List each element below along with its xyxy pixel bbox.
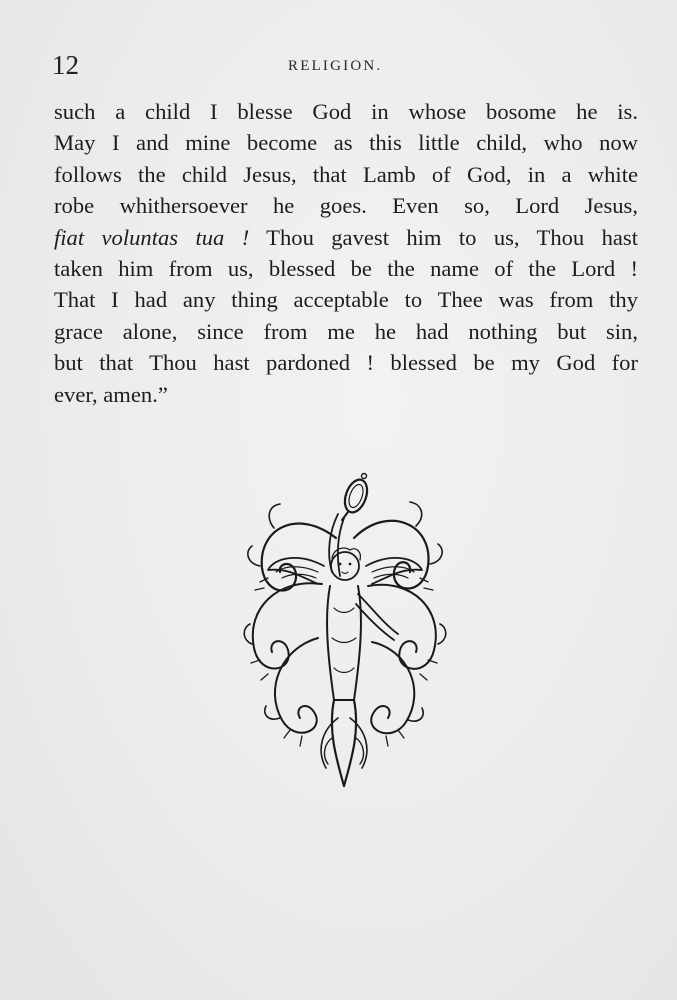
text-line: That I had any thing acceptable to Thee was from thy	[54, 287, 638, 313]
text-line: taken him from us, blessed be the name of the Lord !	[54, 256, 638, 282]
text-line	[54, 222, 638, 253]
text-line: but that Thou hast pardoned ! blessed be my God for	[54, 350, 638, 376]
cherub-ornament-icon	[238, 468, 450, 790]
text-line: ever, amen.”	[54, 381, 168, 407]
text-line-rest: Thou gavest him to us, Thou hast	[249, 224, 638, 250]
text-line: such a child I blesse God in whose bosome he is.	[54, 99, 638, 124]
text-line: May I and mine become as this little child, who now	[54, 130, 638, 156]
text-line: follows the child Jesus, that Lamb of God, in a white	[54, 161, 638, 187]
latin-phrase: fiat voluntas tua !	[54, 224, 250, 250]
body-text	[54, 96, 638, 410]
page-header	[52, 50, 638, 84]
text-line: grace alone, since from me he had nothing but sin,	[54, 318, 638, 344]
page-number: 12	[52, 50, 79, 80]
text-line: robe whithersoever he goes. Even so, Lord Jesus,	[54, 193, 638, 219]
running-head: RELIGION.	[288, 58, 383, 74]
